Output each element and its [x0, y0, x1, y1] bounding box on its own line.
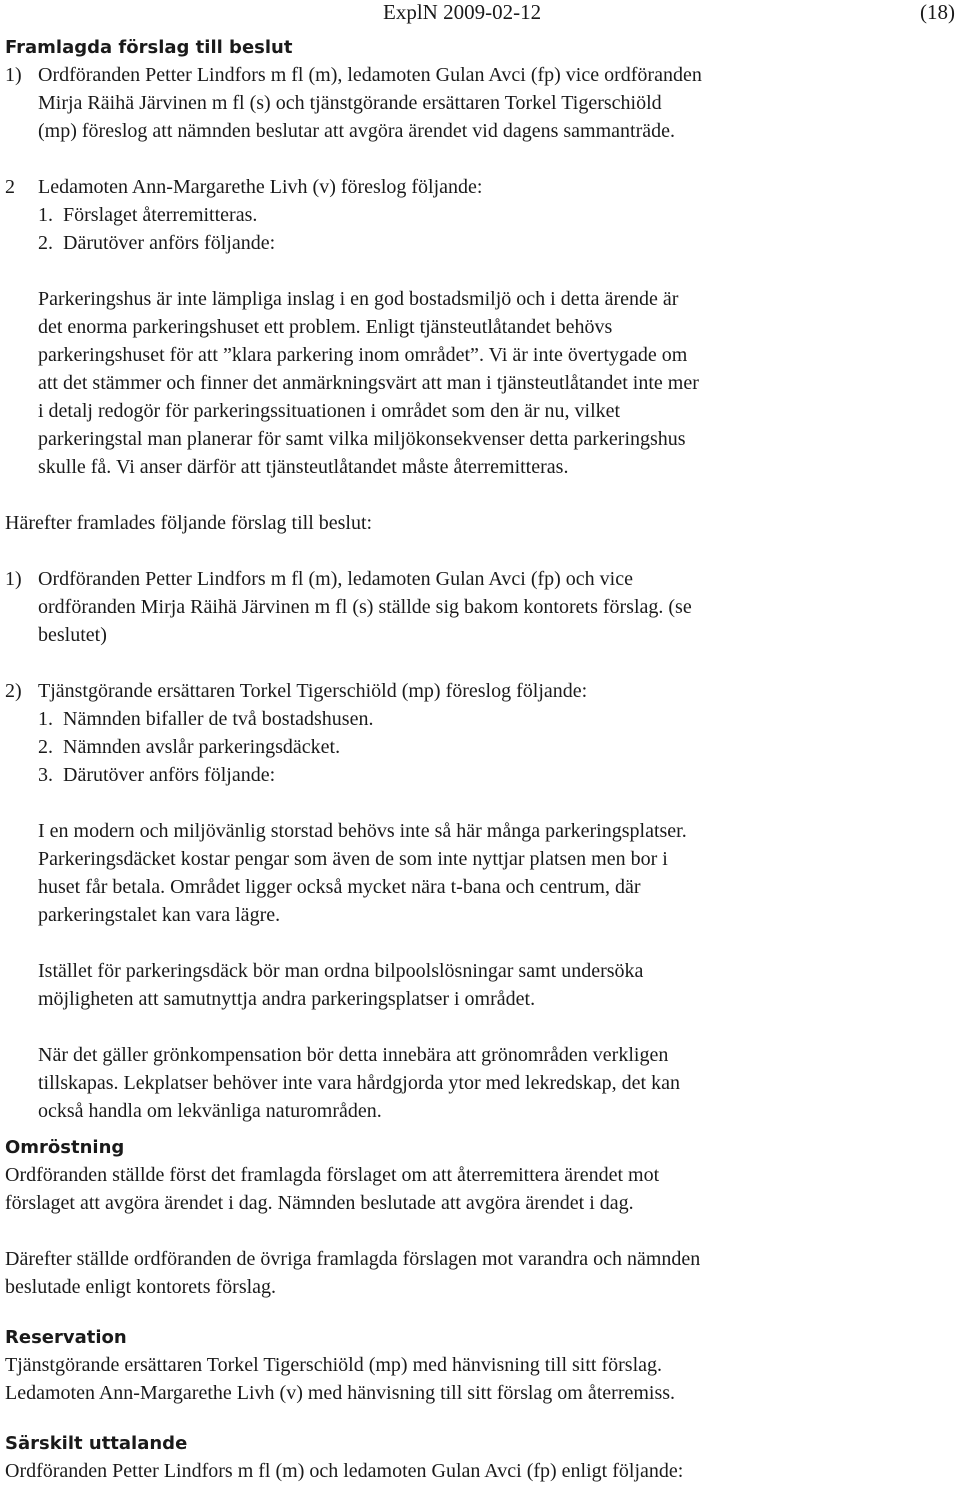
- sub-item: 2. Därutöver anförs följande:: [38, 232, 276, 254]
- decision-proposal-2: [5, 677, 945, 705]
- motivation-paragraph: [5, 1041, 945, 1125]
- document-body: [5, 35, 945, 1485]
- text-line: Ordföranden Petter Lindfors m fl (m) och ledamoten Gulan Avci (fp) enligt följande:: [5, 1460, 684, 1482]
- sub-item: 1. Nämnden bifaller de två bostadshusen.: [38, 708, 374, 730]
- text-line: Tjänstgörande ersättaren Torkel Tigerschiöld (mp) föreslog följande:: [38, 680, 588, 702]
- text-line: Ordföranden Petter Lindfors m fl (m), ledamoten Gulan Avci (fp) vice ordföranden: [38, 64, 702, 86]
- document-date-header: ExplN 2009-02-12: [383, 0, 542, 24]
- proposal-1: [5, 61, 945, 145]
- text-line: skulle få. Vi anser därför att tjänsteutlåtandet måste återremitteras.: [38, 456, 569, 478]
- text-line: ordföranden Mirja Räihä Järvinen m fl (s) ställde sig bakom kontorets förslag. (se: [38, 596, 692, 618]
- text-line: (mp) föreslog att nämnden beslutar att avgöra ärendet vid dagens sammanträde.: [38, 120, 675, 142]
- proposal-2: [5, 173, 945, 201]
- text-line: förslaget att avgöra ärendet i dag. Nämnden beslutade att avgöra ärendet i dag.: [5, 1192, 634, 1214]
- text-line: också handla om lekvänliga naturområden.: [38, 1100, 382, 1122]
- text-line: Parkeringsdäcket kostar pengar som även de som inte nyttjar platsen men bor i: [38, 848, 668, 870]
- text-line: Ledamoten Ann-Margarethe Livh (v) föreslog följande:: [38, 176, 483, 198]
- text-line: Istället för parkeringsdäck bör man ordna bilpoolslösningar samt undersöka: [38, 960, 644, 982]
- text-line: det enorma parkeringshuset ett problem. Enligt tjänsteutlåtandet behövs: [38, 316, 613, 338]
- text-line: parkeringstal man planerar för samt vilka miljökonsekvenser detta parkeringshus: [38, 428, 686, 450]
- decision-proposal-1: [5, 565, 945, 649]
- text-line: Tjänstgörande ersättaren Torkel Tigerschiöld (mp) med hänvisning till sitt förslag.: [5, 1354, 663, 1376]
- motivation-paragraph: [5, 817, 945, 929]
- heading-sarskilt-uttalande: Särskilt uttalande: [5, 1433, 188, 1454]
- heading-omrostning: Omröstning: [5, 1137, 125, 1158]
- text-line: När det gäller grönkompensation bör detta innebära att grönområden verkligen: [38, 1044, 669, 1066]
- heading-reservation: Reservation: [5, 1327, 127, 1348]
- text-line: I en modern och miljövänlig storstad behövs inte så här många parkeringsplatser.: [38, 820, 687, 842]
- sub-item: 1. Förslaget återremitteras.: [38, 204, 258, 226]
- intro-line: Härefter framlades följande förslag till beslut:: [5, 512, 373, 534]
- text-line: Ledamoten Ann-Margarethe Livh (v) med hänvisning till sitt förslag om återremiss.: [5, 1382, 676, 1404]
- text-line: tillskapas. Lekplatser behöver inte vara hårdgjorda ytor med lekredskap, det kan: [38, 1072, 680, 1094]
- text-line: att det stämmer och finner det anmärkningsvärt att man i tjänsteutlåtandet inte mer: [38, 372, 699, 394]
- text-line: möjligheten att samutnyttja andra parkeringsplatser i området.: [38, 988, 536, 1010]
- text-line: huset får betala. Området ligger också mycket nära t-bana och centrum, där: [38, 876, 641, 898]
- proposal-number: 2): [5, 680, 22, 702]
- text-line: beslutade enligt kontorets förslag.: [5, 1276, 277, 1298]
- proposal-number: 1): [5, 64, 22, 86]
- sub-item: 2. Nämnden avslår parkeringsdäcket.: [38, 736, 341, 758]
- motivation-paragraph: [5, 285, 945, 481]
- text-line: i detalj redogör för parkeringssituationen i området som den är nu, vilket: [38, 400, 621, 422]
- text-line: Parkeringshus är inte lämpliga inslag i en god bostadsmiljö och i detta ärende är: [38, 288, 679, 310]
- page-number: (18): [920, 0, 955, 24]
- text-line: Ordföranden Petter Lindfors m fl (m), ledamoten Gulan Avci (fp) och vice: [38, 568, 633, 590]
- text-line: beslutet): [38, 624, 107, 646]
- proposal-number: 1): [5, 568, 22, 590]
- text-line: Ordföranden ställde först det framlagda förslaget om att återremittera ärendet mot: [5, 1164, 660, 1186]
- heading-framlagda-forslag: Framlagda förslag till beslut: [5, 37, 293, 58]
- sub-item: 3. Därutöver anförs följande:: [38, 764, 276, 786]
- motivation-paragraph: [5, 957, 945, 1013]
- proposal-number: 2: [5, 176, 15, 198]
- text-line: parkeringstalet kan vara lägre.: [38, 904, 281, 926]
- text-line: Därefter ställde ordföranden de övriga framlagda förslagen mot varandra och nämnden: [5, 1248, 701, 1270]
- text-line: parkeringshuset för att ”klara parkering inom området”. Vi är inte övertygade om: [38, 344, 688, 366]
- text-line: Mirja Räihä Järvinen m fl (s) och tjänstgörande ersättaren Torkel Tigerschiöld: [38, 92, 662, 114]
